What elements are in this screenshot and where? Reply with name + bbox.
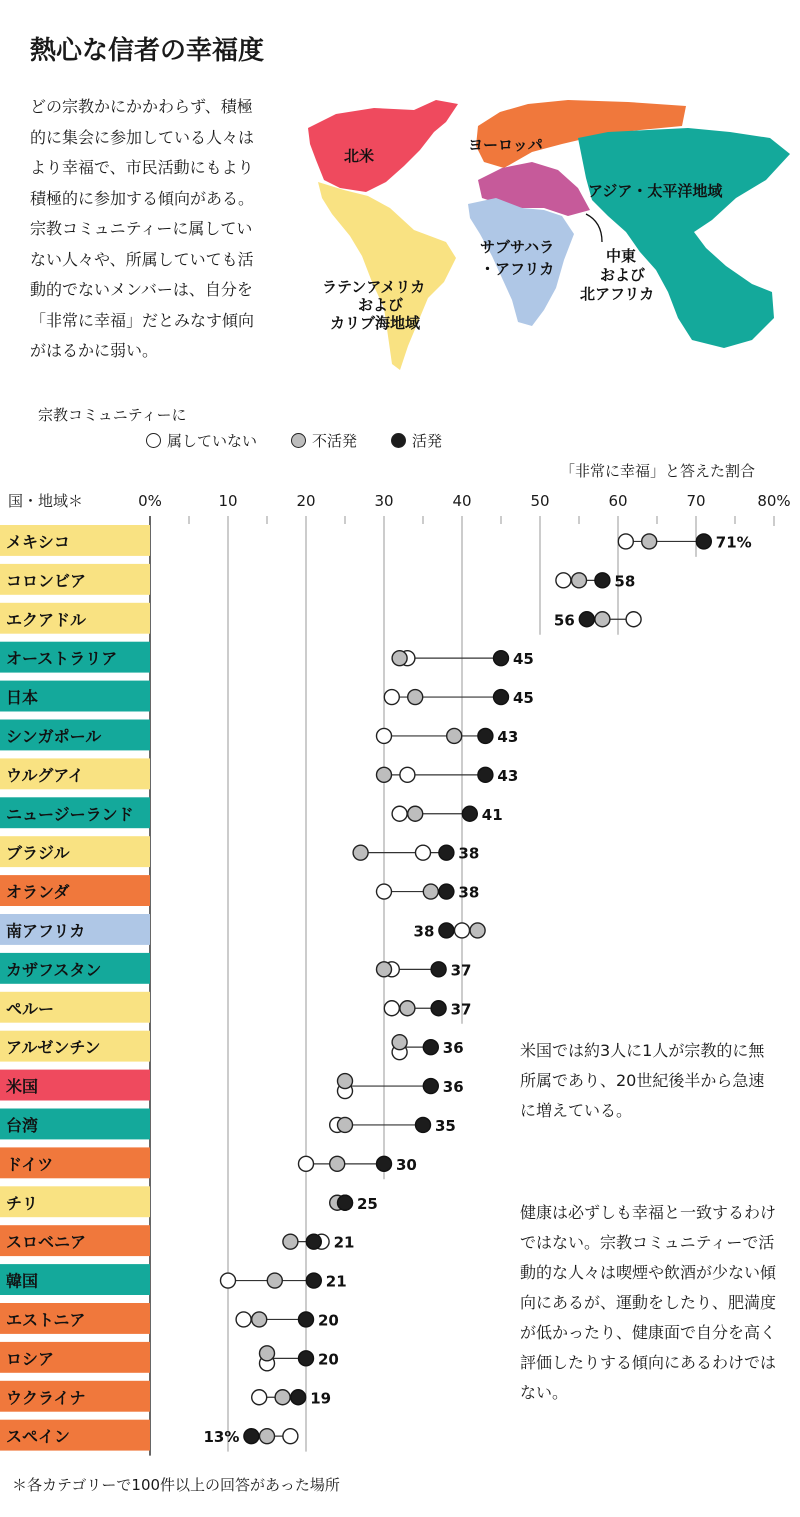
map-region-north-america — [308, 100, 458, 192]
map-label-ssa-line2: ・アフリカ — [480, 260, 555, 278]
dot-not-member — [416, 845, 431, 860]
value-label: 35 — [435, 1116, 456, 1135]
value-label: 45 — [513, 650, 534, 669]
country-label: カザフスタン — [6, 960, 102, 980]
dot-not-member — [299, 1156, 314, 1171]
legend-label-active: 活発 — [412, 432, 443, 450]
value-label: 38 — [458, 883, 480, 902]
dot-not-member — [618, 534, 633, 549]
value-label: 21 — [333, 1233, 355, 1252]
dot-inactive — [260, 1346, 275, 1361]
dot-inactive — [408, 806, 423, 821]
dot-inactive — [423, 884, 438, 899]
world-region-map — [296, 96, 790, 378]
dot-not-member — [377, 884, 392, 899]
map-region-asia-pacific — [578, 128, 790, 348]
dot-inactive — [447, 728, 462, 743]
map-label-ssa-line1: サブサハラ — [480, 238, 555, 256]
country-label: ウクライナ — [6, 1388, 86, 1408]
value-label: 30 — [396, 1155, 417, 1174]
value-label: 58 — [614, 572, 636, 591]
country-label: チリ — [6, 1193, 39, 1213]
country-label: 米国 — [6, 1077, 39, 1097]
dot-active — [423, 1040, 438, 1055]
dot-inactive — [283, 1234, 298, 1249]
dot-not-member — [283, 1429, 298, 1444]
map-label-latam-line1: ラテンアメリカ — [322, 278, 426, 296]
country-label: ブラジル — [6, 843, 70, 863]
dot-inactive — [267, 1273, 282, 1288]
country-label: 南アフリカ — [6, 921, 86, 941]
country-label: ドイツ — [6, 1154, 54, 1174]
legend-item-inactive — [291, 430, 357, 451]
x-tick-label: 10 — [218, 492, 238, 510]
country-label: 日本 — [6, 688, 39, 708]
map-label-europe: ヨーロッパ — [468, 136, 543, 154]
country-label: ロシア — [6, 1349, 55, 1369]
value-label: 45 — [513, 689, 534, 708]
legend-label-not-member: 属していない — [167, 432, 258, 450]
value-label: 36 — [442, 1039, 464, 1058]
dot-active — [377, 1156, 392, 1171]
map-label-asia-pacific: アジア・太平洋地域 — [588, 182, 723, 200]
country-label: コロンビア — [6, 571, 87, 591]
country-label: オーストラリア — [6, 649, 118, 669]
map-label-latam-line3: カリブ海地域 — [330, 314, 421, 332]
map-label-mena-line1: 中東 — [606, 247, 637, 265]
legend-dot-gray — [291, 433, 306, 448]
dot-inactive — [470, 923, 485, 938]
dot-active — [595, 573, 610, 588]
dot-not-member — [377, 728, 392, 743]
dot-not-member — [400, 767, 415, 782]
value-label: 41 — [481, 805, 503, 824]
dot-active — [462, 806, 477, 821]
country-label: スペイン — [6, 1427, 71, 1447]
value-label: 43 — [497, 766, 519, 785]
value-label: 43 — [497, 727, 519, 746]
dot-active — [244, 1429, 259, 1444]
map-region-latin-america — [318, 182, 456, 370]
dot-active — [338, 1195, 353, 1210]
country-label: ニュージーランド — [6, 804, 134, 824]
note-health: 健康は必ずしも幸福と一致するわけではない。宗教コミュニティーで活動的な人々は喫煙や飲酒が少ない傾向にあるが、運動をしたり、肥満度が低かったり、健康面で自分を高く評価したりする傾向にあるわけではない。 — [520, 1203, 777, 1402]
x-tick-label: 80% — [757, 492, 791, 510]
dot-active — [478, 767, 493, 782]
dot-not-member — [384, 1001, 399, 1016]
dot-not-member — [626, 612, 641, 627]
value-label: 13% — [203, 1428, 240, 1447]
dot-active — [478, 728, 493, 743]
country-label: シンガポール — [6, 726, 102, 746]
dot-active — [494, 651, 509, 666]
dot-inactive — [408, 690, 423, 705]
value-label: 20 — [318, 1350, 339, 1369]
country-label: ペルー — [6, 999, 55, 1019]
x-tick-label: 50 — [530, 492, 550, 510]
dot-not-member — [392, 806, 407, 821]
dot-active — [306, 1273, 321, 1288]
legend-heading: 宗教コミュニティーに — [38, 406, 187, 424]
dot-inactive — [392, 1035, 407, 1050]
dot-active — [423, 1079, 438, 1094]
dot-active — [439, 884, 454, 899]
dot-active — [579, 612, 594, 627]
note-us: 米国では約3人に1人が宗教的に無所属であり、20世紀後半から急速に増えている。 — [520, 1041, 765, 1120]
dot-active — [299, 1312, 314, 1327]
dot-inactive — [400, 1001, 415, 1016]
dot-inactive — [392, 651, 407, 666]
legend-label-inactive: 不活発 — [312, 432, 358, 450]
dot-not-member — [384, 690, 399, 705]
map-label-mena-line3: 北アフリカ — [580, 285, 655, 303]
dot-inactive — [595, 612, 610, 627]
value-label: 38 — [413, 922, 435, 941]
country-label: エクアドル — [6, 610, 87, 630]
axis-caption: 「非常に幸福」と答えた割合 — [560, 462, 756, 480]
dot-not-member — [556, 573, 571, 588]
page-title: 熱心な信者の幸福度 — [30, 36, 265, 66]
dot-active — [416, 1117, 431, 1132]
dot-not-member — [236, 1312, 251, 1327]
dot-inactive — [252, 1312, 267, 1327]
dot-active — [439, 845, 454, 860]
value-label: 36 — [442, 1078, 464, 1097]
dot-inactive — [260, 1429, 275, 1444]
dot-not-member — [221, 1273, 236, 1288]
legend — [146, 430, 476, 451]
country-label: ウルグアイ — [6, 765, 84, 785]
dot-active — [299, 1351, 314, 1366]
map-label-latam-line2: および — [358, 296, 404, 314]
value-label: 19 — [310, 1389, 332, 1408]
value-label: 37 — [450, 961, 472, 980]
dot-inactive — [330, 1156, 345, 1171]
dot-inactive — [377, 962, 392, 977]
x-tick-label: 0% — [138, 492, 162, 510]
dot-active — [494, 690, 509, 705]
dot-inactive — [338, 1117, 353, 1132]
map-label-north-america: 北米 — [344, 147, 375, 165]
x-tick-label: 60 — [608, 492, 628, 510]
dot-inactive — [275, 1390, 290, 1405]
country-label: メキシコ — [6, 532, 70, 552]
country-label: オランダ — [6, 882, 70, 902]
dot-inactive — [642, 534, 657, 549]
value-label: 71% — [715, 533, 752, 552]
value-label: 20 — [318, 1311, 339, 1330]
map-mena-leader-line — [586, 214, 602, 242]
value-label: 21 — [325, 1272, 347, 1291]
dot-inactive — [377, 767, 392, 782]
footnote: ＊各カテゴリーで100件以上の回答があった場所 — [12, 1476, 340, 1494]
dot-active — [439, 923, 454, 938]
dot-inactive — [338, 1074, 353, 1089]
x-tick-label: 70 — [686, 492, 706, 510]
legend-item-active — [391, 430, 442, 451]
value-label: 38 — [458, 844, 480, 863]
x-tick-label: 30 — [374, 492, 394, 510]
dot-active — [306, 1234, 321, 1249]
country-label: 台湾 — [6, 1115, 39, 1135]
country-label: アルゼンチン — [6, 1038, 101, 1058]
value-label: 25 — [357, 1194, 378, 1213]
dot-not-member — [455, 923, 470, 938]
legend-dot-black — [391, 433, 406, 448]
value-label: 56 — [553, 611, 575, 630]
map-label-mena-line2: および — [600, 266, 646, 284]
x-tick-label: 40 — [452, 492, 472, 510]
dot-not-member — [252, 1390, 267, 1405]
dot-active — [431, 962, 446, 977]
country-label: エストニア — [6, 1310, 86, 1330]
dot-active — [431, 1001, 446, 1016]
legend-dot-white — [146, 433, 161, 448]
country-label: スロベニア — [6, 1232, 87, 1252]
dot-inactive — [572, 573, 587, 588]
value-label: 37 — [450, 1000, 472, 1019]
dot-active — [696, 534, 711, 549]
dot-inactive — [353, 845, 368, 860]
legend-item-not-member — [146, 430, 257, 451]
country-column-header: 国・地域＊ — [8, 492, 84, 510]
dot-active — [291, 1390, 306, 1405]
country-label: 韓国 — [6, 1271, 39, 1291]
intro-paragraph: どの宗教かにかかわらず、積極的に集会に参加している人々はより幸福で、市民活動にもより積極的に参加する傾向がある。宗教コミュニティーに属していない人々や、所属していても活動的でないメンバーは、自分を「非常に幸福」だとみなす傾向がはるかに弱い。 — [30, 97, 255, 360]
x-tick-label: 20 — [296, 492, 316, 510]
